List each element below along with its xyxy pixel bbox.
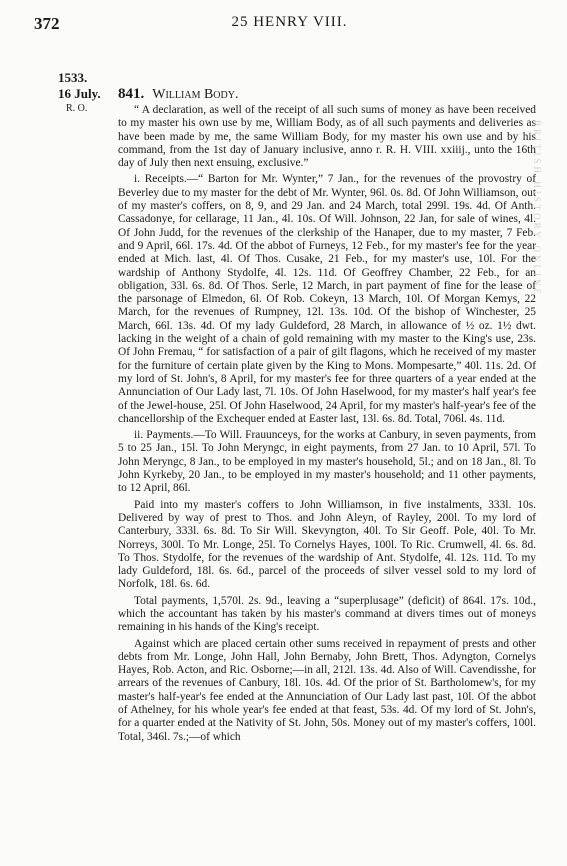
paragraph-declaration: “ A declaration, as well of the receipt of all such sums of money as have been received to my master his own use by me, William Body, as of all such payments and deliveries as have been made by me, the same William Body, for my master his own use and by his command, from the 1st day of January inclusive, anno r. R. H. VIII. xxiiij., unto the 16th day of July then next ensuing, exclusive.” [118, 104, 536, 170]
entry-heading [118, 86, 238, 103]
document-body [118, 104, 536, 747]
margin-year: 1533. [58, 70, 88, 85]
paragraph-coffers: Paid into my master's coffers to John Williamson, in five instalments, 333l. 10s. Delivered by way of prest to Thos. and John Aleyn, of Rayley, 200l. To my lord of Canterbury, 333l. 6s. 8d. To Sir Will. Skevyngton, 40l. To Sir Geoff. Pole, 40l. To Mr. Norreys, 300l. To Mr. Longe, 25l. To Cornelys Hayes, 100l. To Ric. Crumwell, 4l. 6s. 8d. To Thos. Stydolfe, for the revenues of the wardship of Ant. Stydolfe, 4l. 12s. 11d. To my lady Guldeford, 18l. 6s. 6d., parcel of the proceeds of silver vessel sold to my lord of Norfolk, 18l. 6s. 6d. [118, 498, 536, 591]
paragraph-receipts: i. Receipts.—“ Barton for Mr. Wynter,” 7 Jan., for the revenues of the provostry of Beverley due to my master for the debt of Mr. Wynter, 96l. 0s. 8d. Of John Williamson, out of my master's coffers, on 8, 9, and 29 Jan. and 24 March, total 299l. 19s. 4d. Of Anth. Cassadonye, for cellarage, 11 Jan., 4l. 10s. Of Will. Johnson, 22 Jan, for sale of wines, 4l. Of John Judd, for the revenues of the clerkship of the Hanaper, due to my master, 7 Feb. and 9 April, 66l. 17s. 4d. Of the abbot of Furneys, 12 Feb., for my master's fee for the year ended at Mich. last, 4l. Of Thos. Cusake, 21 Feb., for my master's use, 10l. For the wardship of Anthony Stydolfe, 4l. 12s. 11d. Of Geoffrey Chamber, 22 Feb., for an obligation, 33l. 6s. 8d. Of Thos. Serle, 12 March, in part payment of fine for the lease of the parsonage of Elmedon, 6l. Of Rob. Cokeyn, 13 March, 10l. Of Morgan Kemys, 22 March, for the revenues of Rumpney, 12l. 13s. 10d. Of the bishop of Winchester, 25 March, 66l. 13s. 4d. Of my lady Guldeford, 28 March, in allowance of ½ oz. 1½ dwt. lacking in the weight of a chain of gold remaining with my master to the King's use, 23s. Of John Fremau, “ for satisfaction of a pair of gilt flagons, which he received of my master for the furniture of certain plate given by the King to Mons. Mompesarte,” 40l. 11s. 2d. Of my lord of St. John's, 8 April, for my master's fee for three quarters of a year ended at the Annunciation of Our Lady last, 7l. 10s. Of John Haselwood, for my master's half year's fee of the Jewel-house, 25l. Of John Haselwood, 24 April, for my master's half-year's fee of the chancellorship of the Exchequer ended at Easter last, 13l. 6s. 8d. Total, 706l. 4s. 11d. [118, 173, 536, 425]
paragraph-payments: ii. Payments.—To Will. Frauunceys, for the works at Canbury, in seven payments, from 5 to 25 Jan., 15l. To John Meryngc, in eight payments, from 27 Jan. to 10 April, 57l. To John Meryngc, 8 Jan., to be employed in my master's household, 5l.; and on 18 Jan., 8l. To John Kyrkeby, 20 Jan., to be employed in my master's household; and 11 other payments, to 12 April, 86l. [118, 429, 536, 495]
paragraph-against: Against which are placed certain other sums received in repayment of prests and other debts from Mr. Longe, John Hall, John Bernaby, John Brett, Thos. Adyngton, Cornelys Hayes, Rob. Acton, and Ric. Osborne;—in all, 212l. 13s. 4d. Also of Will. Cavendisshe, for arrears of the revenues of Canbury, 18l. 10s. 4d. Of the prior of St. Bartholomew's, for my master's half-year's fee ended at the Annunciation of Our Lady last past, 10l. Of the abbot of Athelney, for his whole year's fee ended at that feast, 53s. 4d. Of my lord of St. John's, for a quarter ended at the Nativity of St. John, 50s. Money out of my master's coffers, 100l. Total, 346l. 7s.;—of which [118, 637, 536, 743]
margin-date: 16 July. [58, 86, 101, 101]
watermark: BRITISH HISTORY ONLINE [532, 120, 542, 298]
entry-name: William Body. [152, 87, 239, 102]
page-header [34, 14, 545, 38]
entry-number: 841. [118, 86, 145, 102]
paragraph-total: Total payments, 1,570l. 2s. 9d., leaving a “superplusage” (deficit) of 864l. 17s. 10d., which the accountant has taken by his master's command at divers times out of moneys remaining in his hands of the King's receipt. [118, 594, 536, 634]
margin-source: R. O. [66, 103, 88, 114]
running-title: 25 HENRY VIII. [231, 14, 348, 30]
page-number: 372 [34, 14, 60, 33]
